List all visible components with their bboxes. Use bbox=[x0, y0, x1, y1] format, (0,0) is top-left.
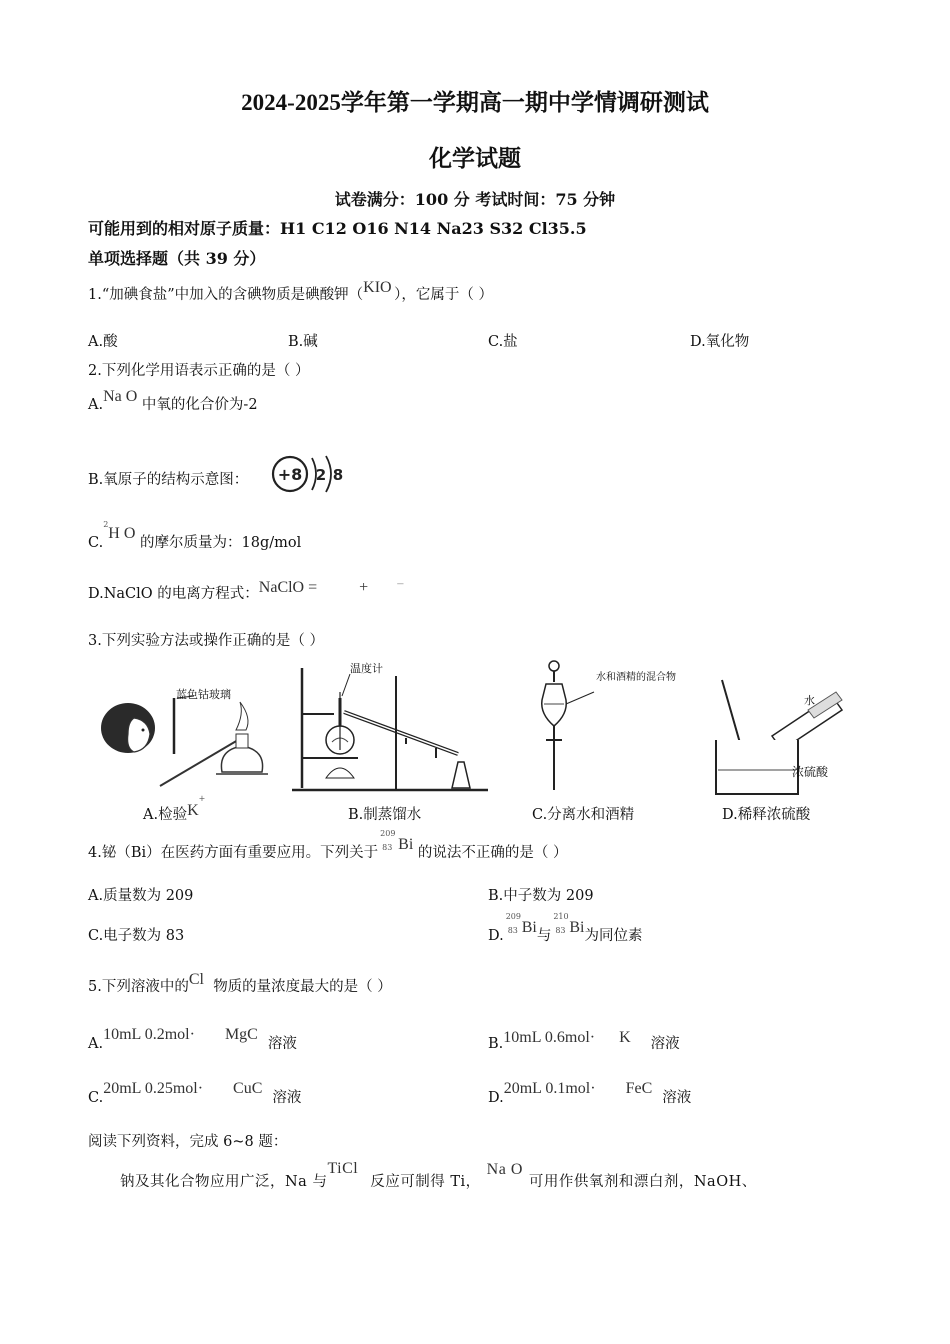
q5-c-amount: 20mL 0.25mol· bbox=[103, 1080, 204, 1097]
shell-2-electrons: 8 bbox=[332, 466, 344, 484]
q4-d-label: D. bbox=[488, 928, 504, 944]
question-4-stem bbox=[88, 829, 568, 862]
q4-d-atomic-1: 83 bbox=[507, 926, 518, 935]
q5-option-c bbox=[88, 1080, 302, 1107]
q2-option-c bbox=[88, 520, 302, 552]
mixture-label: 水和酒精的混合物 bbox=[596, 672, 676, 683]
figure-c-separatory-funnel bbox=[528, 656, 676, 796]
q5-d-label: D. bbox=[488, 1090, 504, 1106]
q2-option-a bbox=[88, 388, 258, 414]
nucleus-charge: +8 bbox=[277, 465, 303, 484]
q2-a-text: 中氧的化合价为-2 bbox=[141, 397, 258, 413]
flame bbox=[236, 702, 248, 730]
q5-formula: Cl bbox=[188, 971, 204, 988]
exam-title: 2024-2025学年第一学期高一期中学情调研测试 bbox=[241, 90, 709, 115]
q5-b-formula: K bbox=[619, 1029, 631, 1046]
q5-b-label: B. bbox=[488, 1036, 504, 1052]
atomic-mass-line: 可能用到的相对原子质量：H1 C12 O16 N14 Na23 S32 Cl35.5 bbox=[88, 219, 587, 238]
q4-atomic-number: 83 bbox=[382, 843, 393, 852]
q5-option-d bbox=[488, 1080, 692, 1107]
q2-d-plus: + bbox=[359, 579, 369, 596]
q5-d-formula: FeC bbox=[625, 1080, 653, 1097]
water-label: 水 bbox=[804, 694, 815, 707]
condenser-inner bbox=[344, 712, 458, 754]
q1-stem-pre: 1.“加碘食盐”中加入的含碘物质是碘酸钾（ bbox=[88, 287, 364, 303]
thermometer-pointer bbox=[342, 674, 350, 696]
beaker bbox=[716, 740, 798, 794]
q2-option-b-text: B.氧原子的结构示意图： bbox=[88, 472, 249, 488]
q1-option-a: A.酸 bbox=[88, 334, 118, 350]
thermometer-label: 温度计 bbox=[350, 662, 383, 675]
q4-mass-number: 209 bbox=[380, 829, 396, 838]
question-2-stem: 2.下列化学用语表示正确的是（ ） bbox=[88, 363, 310, 379]
q4-option-a: A.质量数为 209 bbox=[88, 888, 194, 904]
q4-option-c: C.电子数为 83 bbox=[88, 928, 185, 944]
q1-stem-post: ），它属于（ ） bbox=[394, 287, 494, 303]
figure-b-distillation bbox=[288, 658, 498, 798]
section-heading: 单项选择题（共 39 分） bbox=[88, 249, 266, 268]
q4-d-mid: 与 bbox=[536, 928, 552, 944]
q4-d-symbol-1: Bi bbox=[521, 919, 537, 936]
q5-c-formula: CuC bbox=[233, 1080, 263, 1097]
q4-d-post: 为同位素 bbox=[584, 928, 643, 944]
reading-intro: 阅读下列资料，完成 6~8 题： bbox=[88, 1134, 288, 1150]
q4-d-atomic-2: 83 bbox=[555, 926, 566, 935]
q2-d-text: D.NaClO 的电离方程式： bbox=[88, 586, 259, 602]
q4-symbol: Bi bbox=[398, 836, 414, 853]
lamp-neck bbox=[236, 734, 248, 748]
q5-d-amount: 20mL 0.1mol· bbox=[503, 1080, 596, 1097]
q5-c-label: C. bbox=[88, 1090, 104, 1106]
q5-a-text: 溶液 bbox=[267, 1036, 297, 1052]
reading-formula-1: TiCl bbox=[327, 1160, 359, 1177]
question-3-stem: 3.下列实验方法或操作正确的是（ ） bbox=[88, 633, 324, 649]
oxygen-atom-diagram bbox=[268, 446, 348, 502]
receiving-flask bbox=[452, 762, 470, 788]
q4-stem-post: 的说法不正确的是（ ） bbox=[417, 845, 568, 861]
q5-a-label: A. bbox=[88, 1036, 104, 1052]
q4-option-d bbox=[488, 912, 643, 945]
shell-arc-2 bbox=[326, 456, 331, 492]
q4-d-mass-2: 210 bbox=[553, 912, 569, 921]
q1-option-d: D.氧化物 bbox=[690, 334, 750, 350]
q5-b-amount: 10mL 0.6mol· bbox=[503, 1029, 596, 1046]
alcohol-lamp bbox=[221, 746, 262, 772]
q5-option-a bbox=[88, 1026, 297, 1053]
reading-part-1: 钠及其化合物应用广泛，Na 与 bbox=[120, 1174, 328, 1190]
q1-formula: KIO bbox=[363, 279, 392, 296]
q2-c-sup: 2 bbox=[103, 520, 109, 530]
burner-flame bbox=[326, 768, 354, 778]
q3-a-sup: + bbox=[198, 794, 206, 804]
q2-c-label: C. bbox=[88, 535, 104, 551]
reading-paragraph bbox=[120, 1160, 757, 1191]
figure-a-flame-test bbox=[98, 668, 278, 798]
q5-option-b bbox=[488, 1029, 680, 1053]
q1-option-c: C.盐 bbox=[488, 334, 518, 350]
acid-label: 浓硫酸 bbox=[792, 765, 829, 779]
exam-info: 试卷满分：100 分 考试时间：75 分钟 bbox=[334, 190, 616, 209]
q4-d-mass-1: 209 bbox=[505, 912, 521, 921]
q3-option-d: D.稀释浓硫酸 bbox=[722, 807, 811, 823]
q2-a-label: A. bbox=[88, 397, 104, 413]
funnel-stopper bbox=[549, 661, 559, 671]
reading-part-3: 可用作供氧剂和漂白剂，NaOH、 bbox=[528, 1174, 757, 1190]
q5-d-text: 溶液 bbox=[662, 1090, 692, 1106]
q2-c-formula: H O bbox=[108, 525, 136, 542]
q2-d-formula: NaClO = bbox=[258, 579, 318, 596]
q4-stem-pre: 4.铋（Bi）在医药方面有重要应用。下列关于 bbox=[88, 845, 379, 861]
q4-option-b: B.中子数为 209 bbox=[488, 888, 594, 904]
figure-d-dilution bbox=[708, 666, 853, 798]
q3-a-text: A.检验 bbox=[143, 807, 188, 823]
question-1 bbox=[88, 279, 494, 305]
q5-stem-post: 物质的量浓度最大的是（ ） bbox=[213, 979, 392, 995]
q3-option-a bbox=[143, 794, 206, 824]
q5-c-text: 溶液 bbox=[272, 1090, 302, 1106]
q2-c-text: 的摩尔质量为：18g/mol bbox=[140, 535, 302, 551]
reading-formula-2: Na O bbox=[486, 1161, 523, 1178]
funnel-body bbox=[542, 684, 567, 726]
face-eye bbox=[142, 729, 145, 732]
shell-1-electrons: 2 bbox=[315, 466, 327, 484]
q5-a-amount: 10mL 0.2mol· bbox=[103, 1026, 195, 1043]
question-5-stem bbox=[88, 971, 392, 996]
q1-option-b: B.碱 bbox=[288, 334, 318, 350]
reading-part-2: 反应可制得 Ti， bbox=[370, 1174, 481, 1190]
q3-option-c: C.分离水和酒精 bbox=[532, 807, 635, 823]
q5-a-formula: MgC bbox=[224, 1026, 258, 1043]
cobalt-glass-label: 蓝色钴玻璃 bbox=[176, 688, 231, 701]
q2-a-formula: Na O bbox=[103, 388, 138, 405]
q5-stem-pre: 5.下列溶液中的 bbox=[88, 979, 189, 995]
exam-subtitle: 化学试题 bbox=[429, 146, 521, 171]
q3-a-formula: K bbox=[187, 802, 199, 819]
mixture-pointer bbox=[566, 692, 594, 704]
q5-b-text: 溶液 bbox=[650, 1036, 680, 1052]
q4-d-symbol-2: Bi bbox=[569, 919, 585, 936]
q2-option-d: D.NaClO 的电离方程式：NaClO = + ⁻ bbox=[88, 579, 405, 602]
q3-option-b: B.制蒸馏水 bbox=[348, 807, 422, 823]
